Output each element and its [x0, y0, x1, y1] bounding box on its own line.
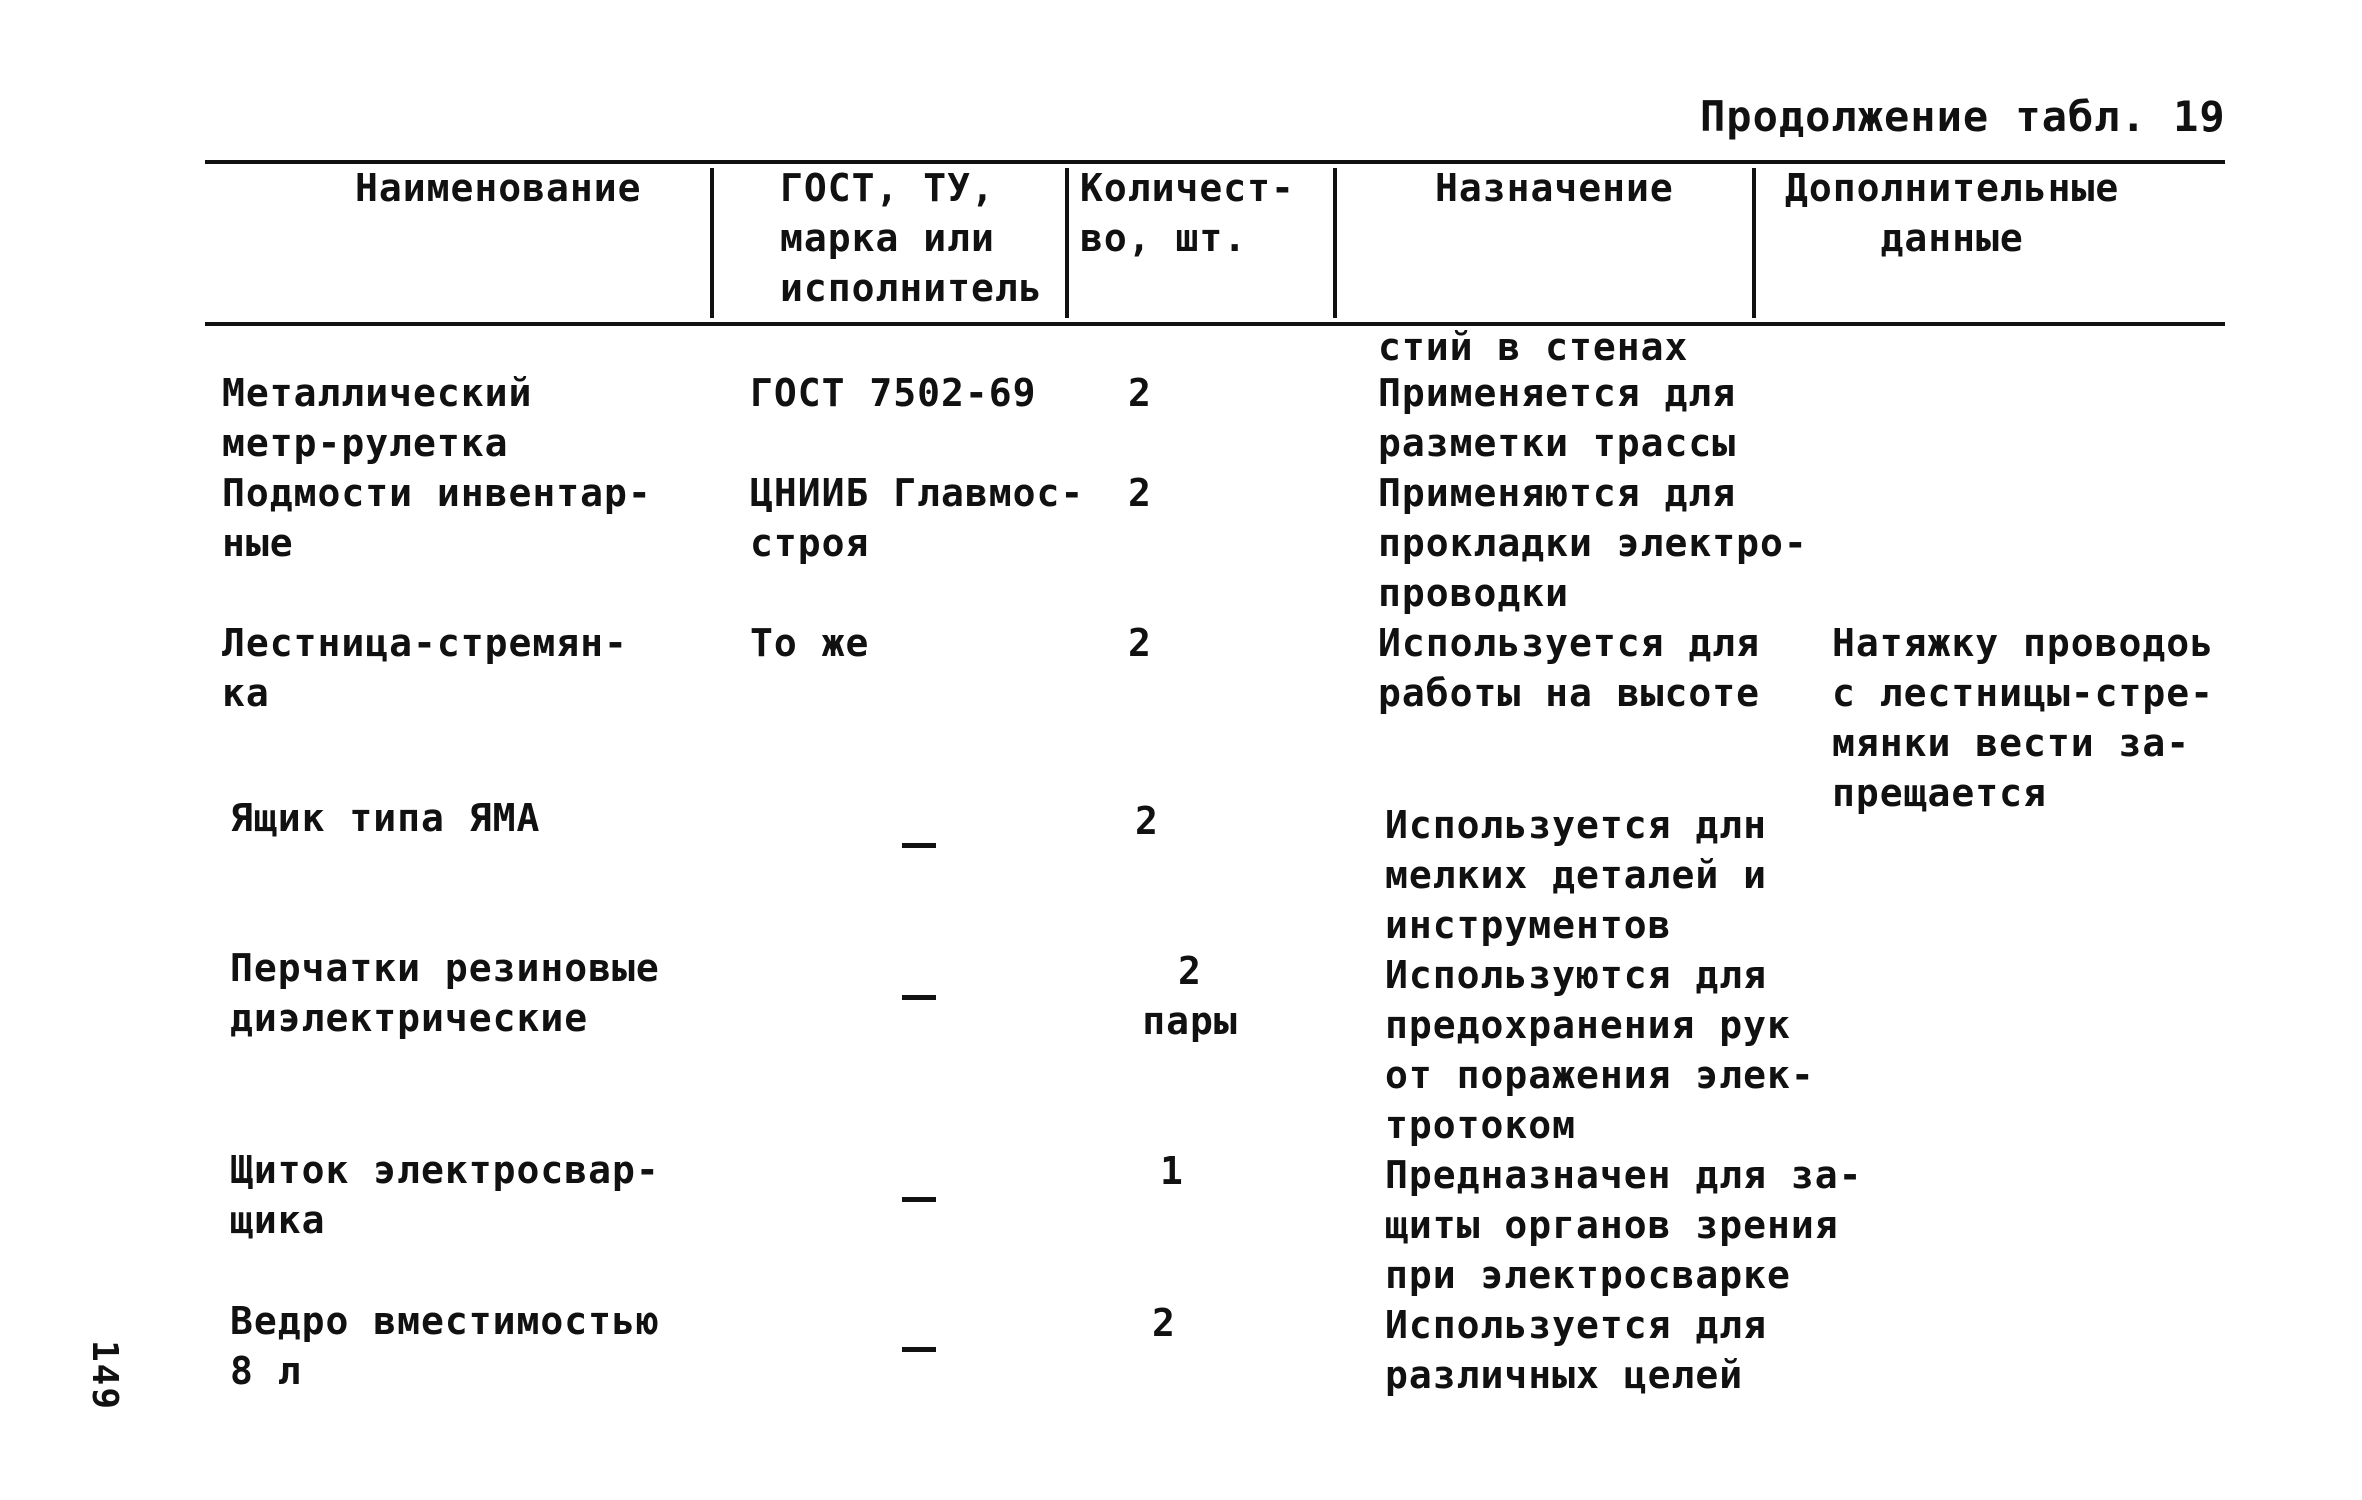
header-name: Наименование — [355, 166, 642, 210]
header-divider-2 — [1065, 168, 1069, 318]
table-cell-qty: 2 — [1128, 621, 1152, 665]
table-cell-gost-dash — [902, 843, 936, 848]
table-cell-qty: 2 — [1135, 799, 1159, 843]
table-cell-gost: ГОСТ 7502-69 — [750, 371, 1037, 415]
header-divider-1 — [710, 168, 714, 318]
table-cell-extra: Натяжку проводоь с лестницы-стре- мянки вести за- прещается — [1832, 621, 2215, 815]
table-cell-qty: 2 — [1128, 371, 1152, 415]
table-cell-purpose: Используется для работы на высоте — [1378, 621, 1761, 715]
carryover-text: стий в стенах — [1378, 325, 1689, 369]
table-cell-gost-dash — [902, 1197, 936, 1202]
table-cell-purpose: Предназначен для за- щиты органов зрения при электросварке — [1385, 1153, 1863, 1297]
header-bottom-rule — [205, 322, 2225, 326]
table-cell-gost-dash — [902, 1347, 936, 1352]
table-cell-purpose: Применяются для прокладки электро- проводки — [1378, 471, 1808, 615]
table-cell-purpose: Используется длн мелких деталей и инструментов — [1385, 803, 1768, 947]
table-cell-name: Ящик типа ЯМА — [230, 796, 541, 840]
table-cell-name: Щиток электросвар- щика — [230, 1148, 660, 1242]
table-cell-qty: 2 — [1128, 471, 1152, 515]
header-purpose: Назначение — [1435, 166, 1674, 210]
header-divider-4 — [1752, 168, 1756, 318]
table-cell-name: Лестница-стремян- ка — [222, 621, 628, 715]
table-cell-purpose: Используется для различных целей — [1385, 1303, 1768, 1397]
table-cell-gost: То же — [750, 621, 870, 665]
header-extra: Дополнительные данные — [1785, 166, 2120, 260]
table-cell-purpose: Используются для предохранения рук от поражения элек- тротоком — [1385, 953, 1815, 1147]
page-number: 149 — [84, 1340, 125, 1412]
table-cell-gost-dash — [902, 995, 936, 1000]
table-caption: Продолжение табл. 19 — [1700, 92, 2226, 141]
header-gost: ГОСТ, ТУ, марка или исполнитель — [780, 166, 1043, 310]
table-cell-qty: 2 пары — [1142, 949, 1238, 1043]
table-cell-gost: ЦНИИБ Главмос- строя — [750, 471, 1085, 565]
table-cell-name: Металлический метр-рулетка — [222, 371, 533, 465]
table-cell-name: Подмости инвентар- ные — [222, 471, 652, 565]
table-cell-qty: 2 — [1152, 1301, 1176, 1345]
table-cell-name: Перчатки резиновые диэлектрические — [230, 946, 660, 1040]
table-cell-name: Ведро вместимостью 8 л — [230, 1299, 660, 1393]
header-qty: Количест- во, шт. — [1080, 166, 1295, 260]
table-cell-qty: 1 — [1160, 1149, 1184, 1193]
table-cell-purpose: Применяется для разметки трассы — [1378, 371, 1737, 465]
header-divider-3 — [1333, 168, 1337, 318]
